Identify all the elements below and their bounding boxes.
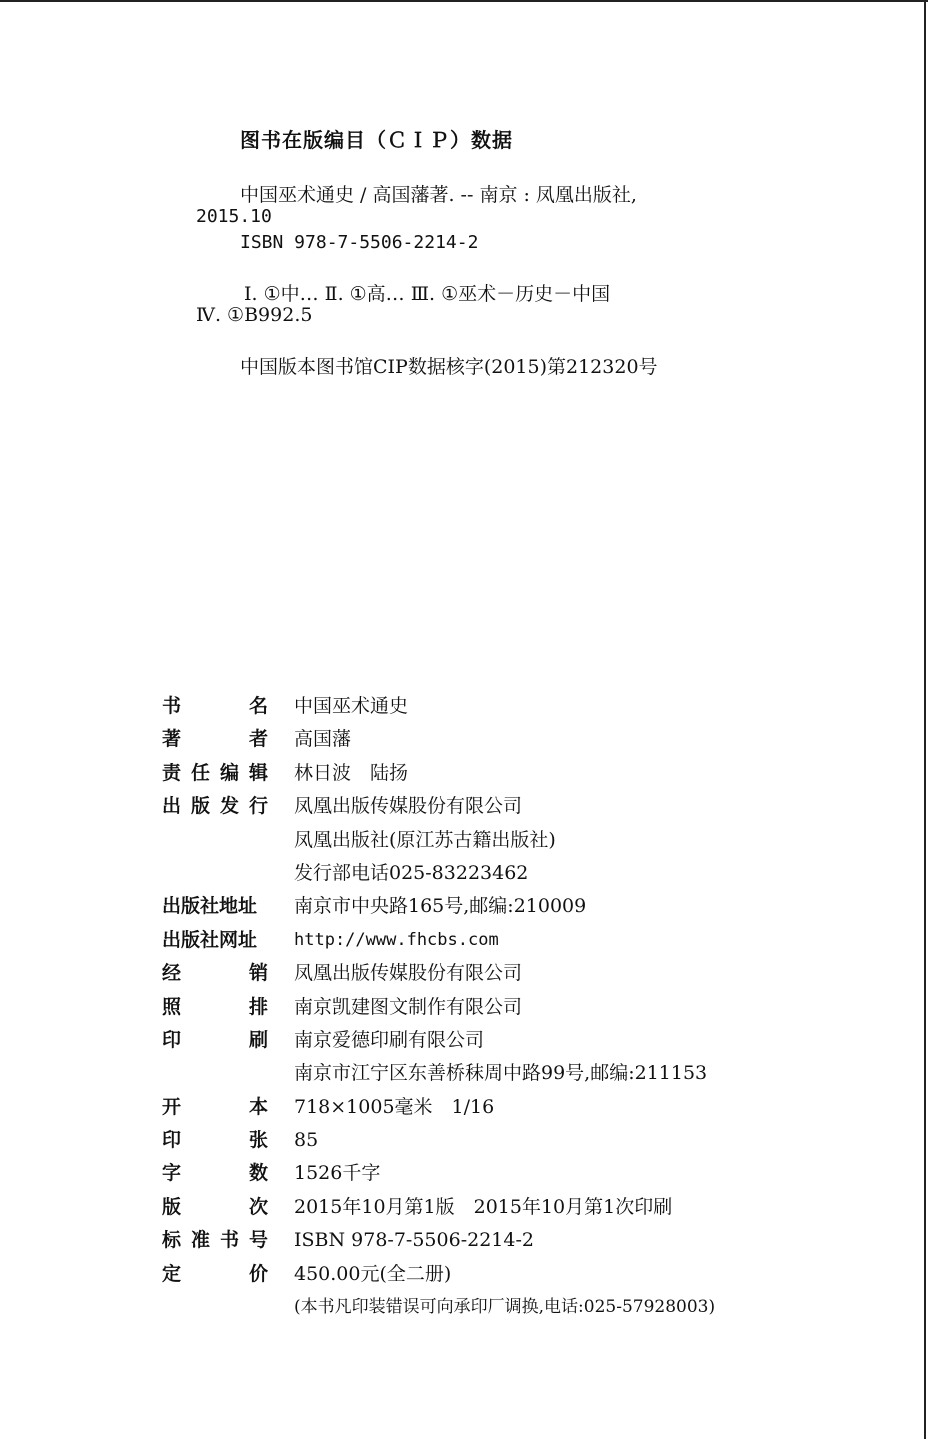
info-row	[162, 1191, 862, 1224]
info-row-label	[162, 1224, 268, 1257]
label-char: 版	[190, 795, 210, 818]
info-row	[162, 991, 862, 1024]
cip-publication-date: 2015.10	[196, 206, 272, 227]
info-row-value: 85	[294, 1129, 319, 1152]
page-border-right	[924, 0, 926, 1439]
info-row	[162, 790, 862, 823]
label-char: 任	[190, 761, 210, 784]
label-char: 印	[162, 1028, 182, 1051]
info-row-label	[162, 924, 268, 957]
label-char: 定	[162, 1262, 182, 1285]
info-row-value: 林日波 陆扬	[294, 761, 409, 784]
info-row	[162, 957, 862, 990]
label-char: 准	[190, 1229, 210, 1252]
label-char: 排	[248, 995, 268, 1018]
info-row	[162, 1224, 862, 1257]
label-char: 印	[162, 1129, 182, 1152]
info-row-value: ISBN 978-7-5506-2214-2	[294, 1229, 534, 1252]
label-char: 书	[162, 695, 182, 717]
label-char: 者	[248, 728, 268, 751]
label-char: 书	[219, 1229, 239, 1252]
cip-bibliographic-line: 中国巫术通史 / 高国藩著. -- 南京 : 凤凰出版社,	[240, 184, 637, 206]
info-row-label	[162, 1157, 268, 1190]
info-row	[162, 757, 862, 790]
label-char: 照	[162, 995, 182, 1018]
info-row-value: 发行部电话025-83223462	[294, 861, 529, 884]
label-char: 出	[162, 795, 182, 818]
label-char: 发	[219, 795, 239, 818]
page-border-top	[0, 0, 928, 2]
label-char: 编	[219, 761, 239, 784]
label-char: 著	[162, 728, 182, 751]
label-char: 开	[162, 1095, 182, 1118]
info-row-label	[162, 957, 268, 990]
copyright-info-table	[162, 690, 862, 1324]
label-char: 经	[162, 962, 182, 985]
info-row	[162, 1057, 862, 1090]
info-row-label	[162, 991, 268, 1024]
info-row	[162, 1124, 862, 1157]
info-row	[162, 1258, 862, 1291]
info-row	[162, 890, 862, 923]
info-row	[162, 1291, 862, 1324]
cip-classification-number: Ⅳ. ①B992.5	[196, 304, 313, 326]
info-row-label	[162, 723, 268, 756]
info-row-value: 718×1005毫米 1/16	[294, 1095, 495, 1118]
info-row-value: 南京凯建图文制作有限公司	[294, 995, 523, 1018]
info-row-value: http://www.fhcbs.com	[294, 929, 499, 950]
info-row	[162, 1091, 862, 1124]
info-row	[162, 824, 862, 857]
label-char: 辑	[248, 761, 268, 784]
info-row-value: 凤凰出版传媒股份有限公司	[294, 962, 523, 985]
label-char: 名	[248, 695, 268, 717]
info-row-value: 1526千字	[294, 1162, 381, 1185]
cip-record-number: 中国版本图书馆CIP数据核字(2015)第212320号	[240, 356, 658, 378]
info-row-value: 凤凰出版传媒股份有限公司	[294, 795, 523, 818]
info-row	[162, 723, 862, 756]
label-char: 本	[248, 1095, 268, 1118]
label-char: 张	[248, 1129, 268, 1152]
label-char: 价	[248, 1262, 268, 1285]
cip-title: 图书在版编目（ＣＩＰ）数据	[240, 128, 513, 152]
info-row-label	[162, 1124, 268, 1157]
label-char: 次	[248, 1195, 268, 1218]
label-char: 数	[248, 1162, 268, 1185]
info-row	[162, 924, 862, 957]
info-row-label	[162, 1258, 268, 1291]
info-row-label	[162, 790, 268, 823]
info-row-label	[162, 757, 268, 790]
info-row	[162, 857, 862, 890]
label-char: 出版社地址	[162, 895, 258, 918]
label-char: 字	[162, 1162, 182, 1185]
label-char: 标	[162, 1229, 182, 1252]
info-row	[162, 1024, 862, 1057]
info-row-value: 中国巫术通史	[294, 695, 409, 717]
info-row-value: 凤凰出版社(原江苏古籍出版社)	[294, 828, 556, 851]
label-char: 版	[162, 1195, 182, 1218]
info-row	[162, 1157, 862, 1190]
info-row-value: 南京市江宁区东善桥秣周中路99号,邮编:211153	[294, 1062, 708, 1085]
info-row-label	[162, 1091, 268, 1124]
info-row-value: (本书凡印装错误可向承印厂调换,电话:025-57928003)	[294, 1297, 716, 1318]
label-char: 号	[248, 1229, 268, 1252]
info-row-label	[162, 1191, 268, 1224]
info-row-value: 高国藩	[294, 728, 352, 751]
label-char: 出版社网址	[162, 928, 258, 951]
info-row-label	[162, 890, 268, 923]
cip-classification-line: Ⅰ. ①中… Ⅱ. ①高… Ⅲ. ①巫术－历史－中国	[244, 283, 611, 305]
info-row-label	[162, 690, 268, 723]
info-row-value: 450.00元(全二册)	[294, 1262, 452, 1285]
info-row	[162, 690, 862, 723]
label-char: 责	[162, 761, 182, 784]
label-char: 销	[248, 962, 268, 985]
info-row-value: 南京爱德印刷有限公司	[294, 1028, 485, 1051]
info-row-value: 南京市中央路165号,邮编:210009	[294, 895, 587, 918]
label-char: 行	[248, 795, 268, 818]
label-char: 刷	[248, 1028, 268, 1051]
info-row-value: 2015年10月第1版 2015年10月第1次印刷	[294, 1195, 673, 1218]
cip-isbn: ISBN 978-7-5506-2214-2	[240, 232, 479, 253]
info-row-label	[162, 1024, 268, 1057]
